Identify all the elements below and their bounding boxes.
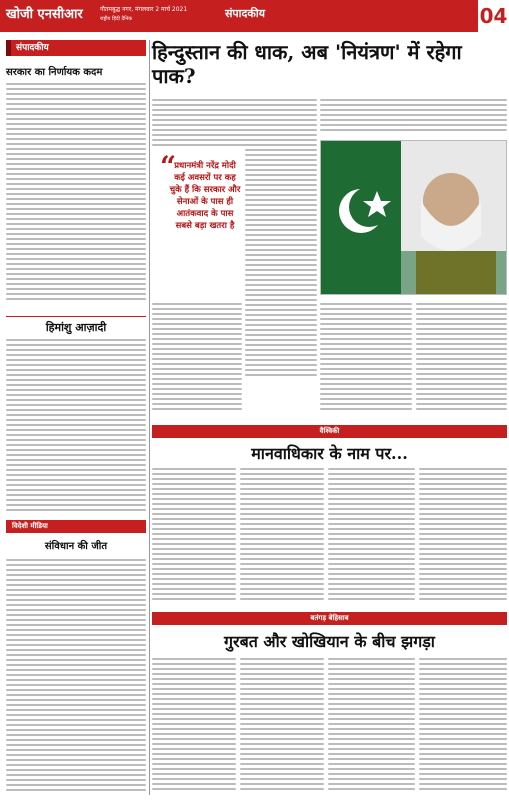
main-text-col-3 — [320, 300, 412, 418]
left-text-block-3 — [6, 556, 146, 794]
middle-text-col-3 — [328, 465, 415, 607]
masthead — [0, 0, 509, 32]
section-title: संपादकीय — [225, 7, 266, 20]
bottom-text-col-4 — [419, 655, 507, 795]
bottom-section-label: बतंगड़ बेहिसाब — [152, 612, 507, 625]
bottom-headline: गुरबत और खोखियान के बीच झगड़ा — [224, 632, 435, 651]
bottom-text-col-1 — [152, 655, 236, 795]
news-photo — [320, 140, 507, 295]
author-name: हिमांशु आज़ादी — [6, 316, 146, 335]
pull-quote: प्रधानमंत्री नरेंद्र मोदी कई अवसरों पर कह चुके हैं कि सरकार और सेनाओं के पास ही आतंकवाद के पास सबसे बड़ा खतरा है — [169, 161, 241, 231]
left-text-block-1 — [6, 80, 146, 310]
bottom-text-col-2 — [240, 655, 324, 795]
main-text-col-1 — [152, 300, 242, 418]
photo-illustration-icon — [321, 141, 507, 295]
bottom-text-col-3 — [328, 655, 415, 795]
main-text-col-4 — [416, 300, 507, 418]
middle-text-col-1 — [152, 465, 236, 607]
main-headline: हिन्दुस्तान की धाक, अब 'नियंत्रण' में रहेगा पाक? — [152, 40, 462, 88]
quote-mark-icon: “ — [160, 150, 177, 183]
column-divider — [149, 40, 150, 795]
small-section-label: विदेशी मीडिया — [6, 520, 146, 533]
left-title: सरकार का निर्णायक कदम — [6, 67, 103, 78]
subline: राष्ट्रीय हिंदी दैनिक — [100, 16, 133, 22]
page-number: 04 — [475, 0, 509, 32]
left-text-block-2 — [6, 336, 146, 514]
dateline: गौतमबुद्ध नगर, मंगलवार 2 मार्च 2021 — [100, 6, 188, 13]
middle-section-label: वैश्विकी — [152, 425, 507, 438]
main-text-top-right — [320, 96, 507, 136]
middle-text-col-4 — [419, 465, 507, 607]
middle-text-col-2 — [240, 465, 324, 607]
newspaper-logo: खोजी एनसीआर — [6, 7, 83, 22]
main-text-col-2 — [245, 96, 317, 416]
small-title: संविधान की जीत — [44, 541, 108, 552]
middle-headline: मानवाधिकार के नाम पर... — [251, 444, 408, 463]
left-section-label: संपादकीय — [6, 40, 146, 56]
